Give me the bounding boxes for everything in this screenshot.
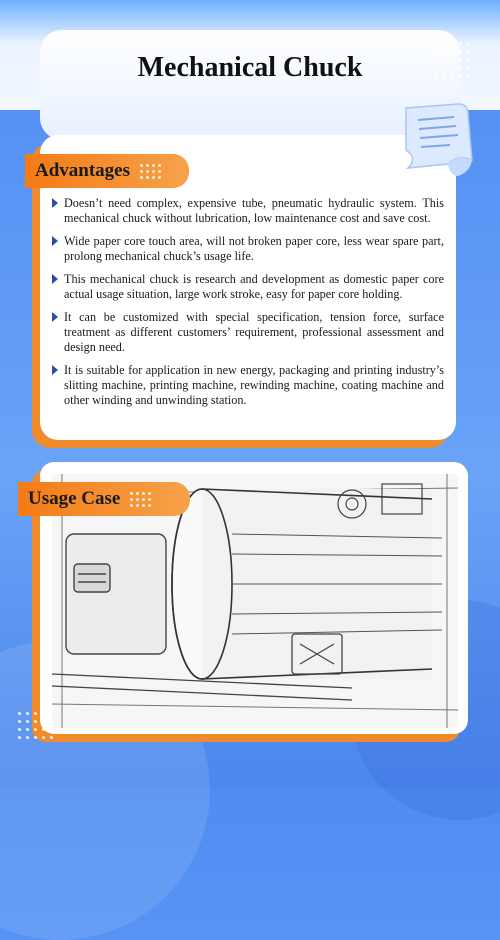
decorative-dots: [435, 42, 470, 77]
triangle-bullet-icon: [52, 198, 58, 208]
page-title: Mechanical Chuck: [137, 52, 363, 83]
triangle-bullet-icon: [52, 274, 58, 284]
list-item: It can be customized with special specification, tension force, surface treatment as different customers’ requirement, professional assessment and design need.: [52, 310, 444, 355]
triangle-bullet-icon: [52, 236, 58, 246]
tab-dots-icon: [130, 492, 151, 507]
usage-case-heading-tab: [18, 482, 190, 516]
advantages-heading: Advantages: [35, 160, 131, 181]
triangle-bullet-icon: [52, 312, 58, 322]
decorative-dots: [18, 712, 53, 739]
usage-case-heading: Usage Case: [28, 488, 121, 509]
advantages-list: [52, 196, 444, 416]
triangle-bullet-icon: [52, 365, 58, 375]
tab-dots-icon: [140, 164, 161, 179]
list-item: It is suitable for application in new energy, packaging and printing industry’s slitting machine, printing machine, rewinding machine, coating machine and other winding and unwinding station.: [52, 363, 444, 408]
list-item: This mechanical chuck is research and development as domestic paper core actual usage situation, large work stroke, easy for paper core holding.: [52, 272, 444, 302]
list-item: Wide paper core touch area, will not broken paper core, less wear spare part, prolong mechanical chuck’s usage life.: [52, 234, 444, 264]
advantages-heading-tab: [25, 154, 189, 188]
paper-scroll-icon: [388, 98, 478, 188]
list-item: Doesn’t need complex, expensive tube, pneumatic hydraulic system. This mechanical chuck without lubrication, low maintenance cost and save cost.: [52, 196, 444, 226]
